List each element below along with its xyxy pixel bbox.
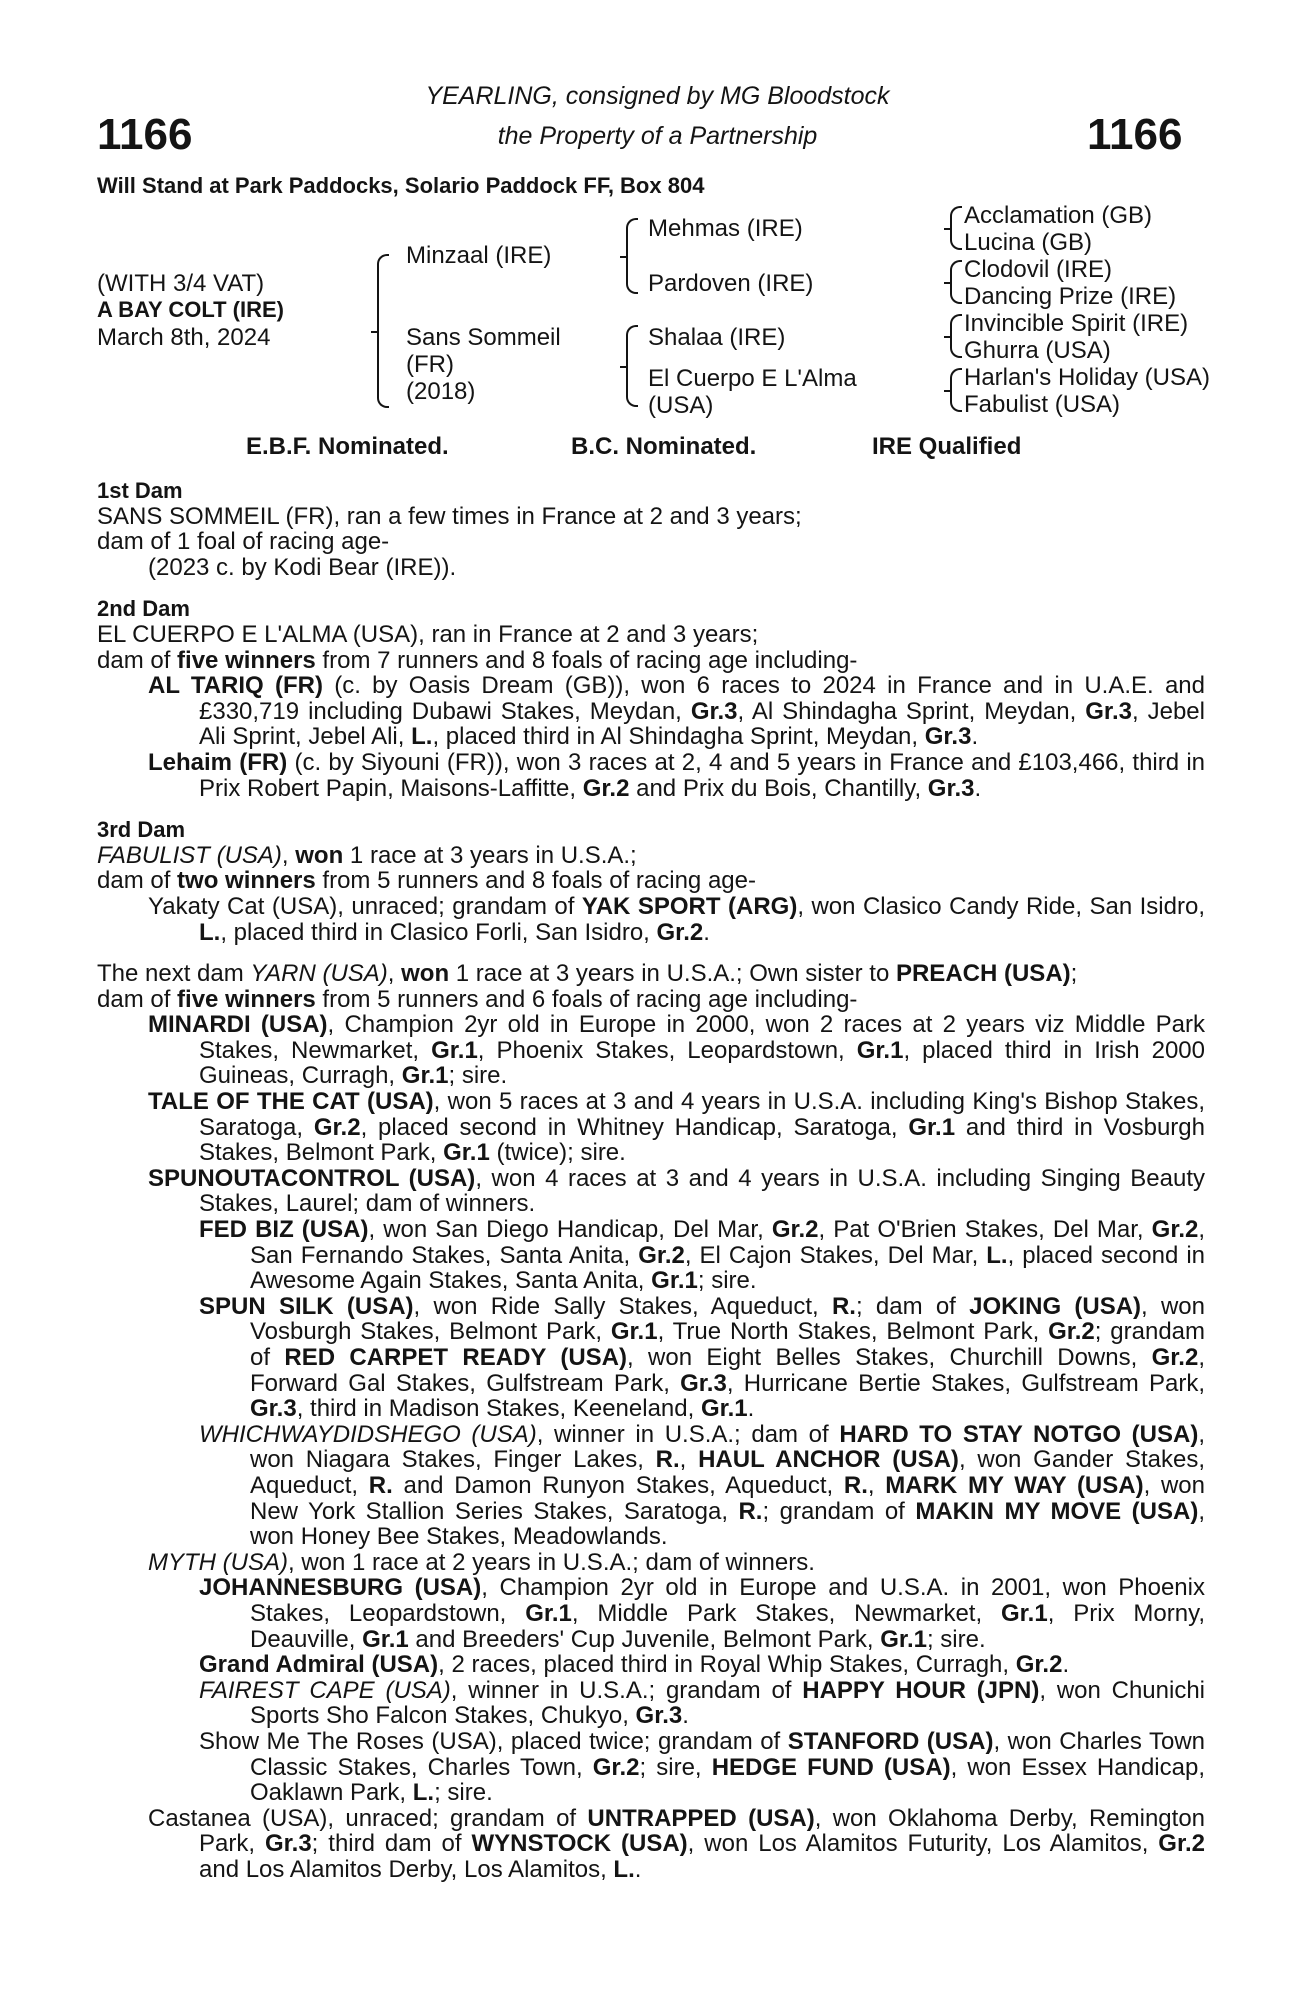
lot-number-right: 1166 <box>1087 110 1183 159</box>
lot-number-left: 1166 <box>97 110 193 159</box>
dam-country: (FR) <box>406 351 454 378</box>
third-dam-heading: 3rd Dam <box>97 817 186 843</box>
stand-location: Will Stand at Park Paddocks, Solario Paddock FF, Box 804 <box>97 173 705 198</box>
sire-dam: Pardoven (IRE) <box>648 270 814 297</box>
first-dam-line: SANS SOMMEIL (FR), ran a few times in France at 2 and 3 years; <box>97 502 802 530</box>
brace-gen1 <box>377 254 389 408</box>
progeny-entry: SPUN SILK (USA), won Ride Sally Stakes, Aqueduct, R.; dam of JOKING (USA), won Vosburgh Stakes, Belmont Park, Gr.1, True North Stakes, Belmont Park, Gr.2; grandam of RED CARPET READY (USA), won Eight Belles Stakes, Churchill Downs, Gr.2, Forward Gal Stakes, Gulfstream Park, Gr.3, Hurricane Bertie Stakes, Gulfstream Park, Gr.3, third in Madison Stakes, Keeneland, Gr.1. <box>199 1292 1206 1423</box>
dds: Harlan's Holiday (USA) <box>964 364 1210 391</box>
first-dam-heading: 1st Dam <box>97 478 183 503</box>
dam-dam: El Cuerpo E L'Alma <box>648 365 857 392</box>
sire-sire: Mehmas (IRE) <box>648 215 803 242</box>
brace-sd <box>950 260 962 304</box>
foaling-date: March 8th, 2024 <box>97 324 271 351</box>
catalogue-body <box>97 478 1205 1882</box>
next-dam-summary: dam of five winners from 5 runners and 6 foals of racing age including- <box>97 985 858 1013</box>
second-dam-line: EL CUERPO E L'ALMA (USA), ran in France at 2 and 3 years; <box>97 620 759 648</box>
progeny-entry: Castanea (USA), unraced; grandam of UNTRAPPED (USA), won Oklahoma Derby, Remington Park, Gr.3; third dam of WYNSTOCK (USA), won Los Alamitos Futurity, Los Alamitos, Gr.2 and Los Alamitos Derby, Los Alamitos, L.. <box>148 1804 1206 1883</box>
ebf-nomination: E.B.F. Nominated. <box>246 433 449 460</box>
sdd: Dancing Prize (IRE) <box>964 283 1177 310</box>
sds: Clodovil (IRE) <box>964 256 1113 283</box>
ddd: Fabulist (USA) <box>964 391 1121 418</box>
brace-dam <box>626 325 638 407</box>
progeny-entry: WHICHWAYDIDSHEGO (USA), winner in U.S.A.; dam of HARD TO STAY NOTGO (USA), won Niagara Stakes, Finger Lakes, R., HAUL ANCHOR (USA), won Gander Stakes, Aqueduct, R. and Damon Runyon Stakes, Aqueduct, R., MARK MY WAY (USA), won New York Stallion Series Stakes, Saratoga, R.; grandam of MAKIN MY MOVE (USA), won Honey Bee Stakes, Meadowlands. <box>199 1420 1206 1551</box>
progeny-entry: Lehaim (FR) (c. by Siyouni (FR)), won 3 races at 2, 4 and 5 years in France and £103,466, third in Prix Robert Papin, Maisons-Laffitte, Gr.2 and Prix du Bois, Chantilly, Gr.3. <box>148 748 1206 802</box>
brace-dd <box>950 368 962 412</box>
first-dam-foals: dam of 1 foal of racing age- <box>97 528 390 556</box>
progeny-entry: FAIREST CAPE (USA), winner in U.S.A.; grandam of HAPPY HOUR (JPN), won Chunichi Sports Sho Falcon Stakes, Chukyo, Gr.3. <box>199 1676 1205 1730</box>
second-dam-summary: dam of five winners from 7 runners and 8 foals of racing age including- <box>97 646 858 674</box>
ssd: Lucina (GB) <box>964 229 1093 256</box>
sss: Acclamation (GB) <box>964 202 1153 229</box>
bc-nomination: B.C. Nominated. <box>571 433 757 460</box>
third-dam-line: FABULIST (USA), won 1 race at 3 years in U.S.A.; <box>97 841 637 869</box>
progeny-entry: JOHANNESBURG (USA), Champion 2yr old in Europe and U.S.A. in 2001, won Phoenix Stakes, Leopardstown, Gr.1, Middle Park Stakes, Newmarket, Gr.1, Prix Morny, Deauville, Gr.1 and Breeders' Cup Juvenile, Belmont Park, Gr.1; sire. <box>199 1574 1205 1653</box>
second-dam-heading: 2nd Dam <box>97 596 190 622</box>
horse-name: A BAY COLT (IRE) <box>97 297 285 322</box>
progeny-entry: SPUNOUTACONTROL (USA), won 4 races at 3 and 4 years in U.S.A. including Singing Beauty Stakes, Laurel; dam of winners. <box>148 1164 1206 1218</box>
progeny-entry: TALE OF THE CAT (USA), won 5 races at 3 and 4 years in U.S.A. including King's Bishop Stakes, Saratoga, Gr.2, placed second in Whitney Handicap, Saratoga, Gr.1 and third in Vosburgh Stakes, Belmont Park, Gr.1 (twice); sire. <box>148 1088 1206 1167</box>
dam-sire: Shalaa (IRE) <box>648 324 786 351</box>
ire-qualified: IRE Qualified <box>872 433 1022 460</box>
property-line: the Property of a Partnership <box>497 122 818 150</box>
consignment-line: YEARLING, consigned by MG Bloodstock <box>425 82 890 110</box>
progeny-entry: Grand Admiral (USA), 2 races, placed third in Royal Whip Stakes, Curragh, Gr.2. <box>199 1651 1070 1679</box>
progeny-entry: MINARDI (USA), Champion 2yr old in Europe in 2000, won 2 races at 2 years viz Middle Park Stakes, Newmarket, Gr.1, Phoenix Stakes, Leopardstown, Gr.1, placed third in Irish 2000 Guineas, Curragh, Gr.1; sire. <box>148 1011 1205 1090</box>
next-dam-line: The next dam YARN (USA), won 1 race at 3 years in U.S.A.; Own sister to PREACH (USA); <box>97 960 1078 988</box>
dam: Sans Sommeil <box>406 324 561 351</box>
sire: Minzaal (IRE) <box>406 242 552 269</box>
brace-sire <box>626 218 638 294</box>
brace-ds <box>950 314 962 358</box>
dsd: Ghurra (USA) <box>964 337 1111 364</box>
dss: Invincible Spirit (IRE) <box>964 310 1189 337</box>
first-dam-produce: (2023 c. by Kodi Bear (IRE)). <box>148 553 457 581</box>
third-dam-summary: dam of two winners from 5 runners and 8 foals of racing age- <box>97 867 756 895</box>
dam-dam-country: (USA) <box>648 392 714 419</box>
progeny-entry: AL TARIQ (FR) (c. by Oasis Dream (GB)), won 6 races to 2024 in France and in U.A.E. and £330,719 including Dubawi Stakes, Meydan, Gr.3, Al Shindagha Sprint, Meydan, Gr.3, Jebel Ali Sprint, Jebel Ali, L., placed third in Al Shindagha Sprint, Meydan, Gr.3. <box>148 672 1205 751</box>
progeny-entry: MYTH (USA), won 1 race at 2 years in U.S.A.; dam of winners. <box>148 1548 815 1576</box>
dam-year: (2018) <box>406 378 476 405</box>
progeny-entry: Yakaty Cat (USA), unraced; grandam of YAK SPORT (ARG), won Clasico Candy Ride, San Isidro, L., placed third in Clasico Forli, San Isidro, Gr.2. <box>148 892 1205 946</box>
progeny-entry: Show Me The Roses (USA), placed twice; grandam of STANFORD (USA), won Charles Town Classic Stakes, Charles Town, Gr.2; sire, HEDGE FUND (USA), won Essex Handicap, Oaklawn Park, L.; sire. <box>199 1727 1205 1807</box>
progeny-entry: FED BIZ (USA), won San Diego Handicap, Del Mar, Gr.2, Pat O'Brien Stakes, Del Mar, Gr.2, San Fernando Stakes, Santa Anita, Gr.2, El Cajon Stakes, Del Mar, L., placed second in Awesome Again Stakes, Santa Anita, Gr.1; sire. <box>199 1216 1206 1295</box>
brace-ss <box>950 206 962 250</box>
vat-note: (WITH 3/4 VAT) <box>97 270 265 297</box>
